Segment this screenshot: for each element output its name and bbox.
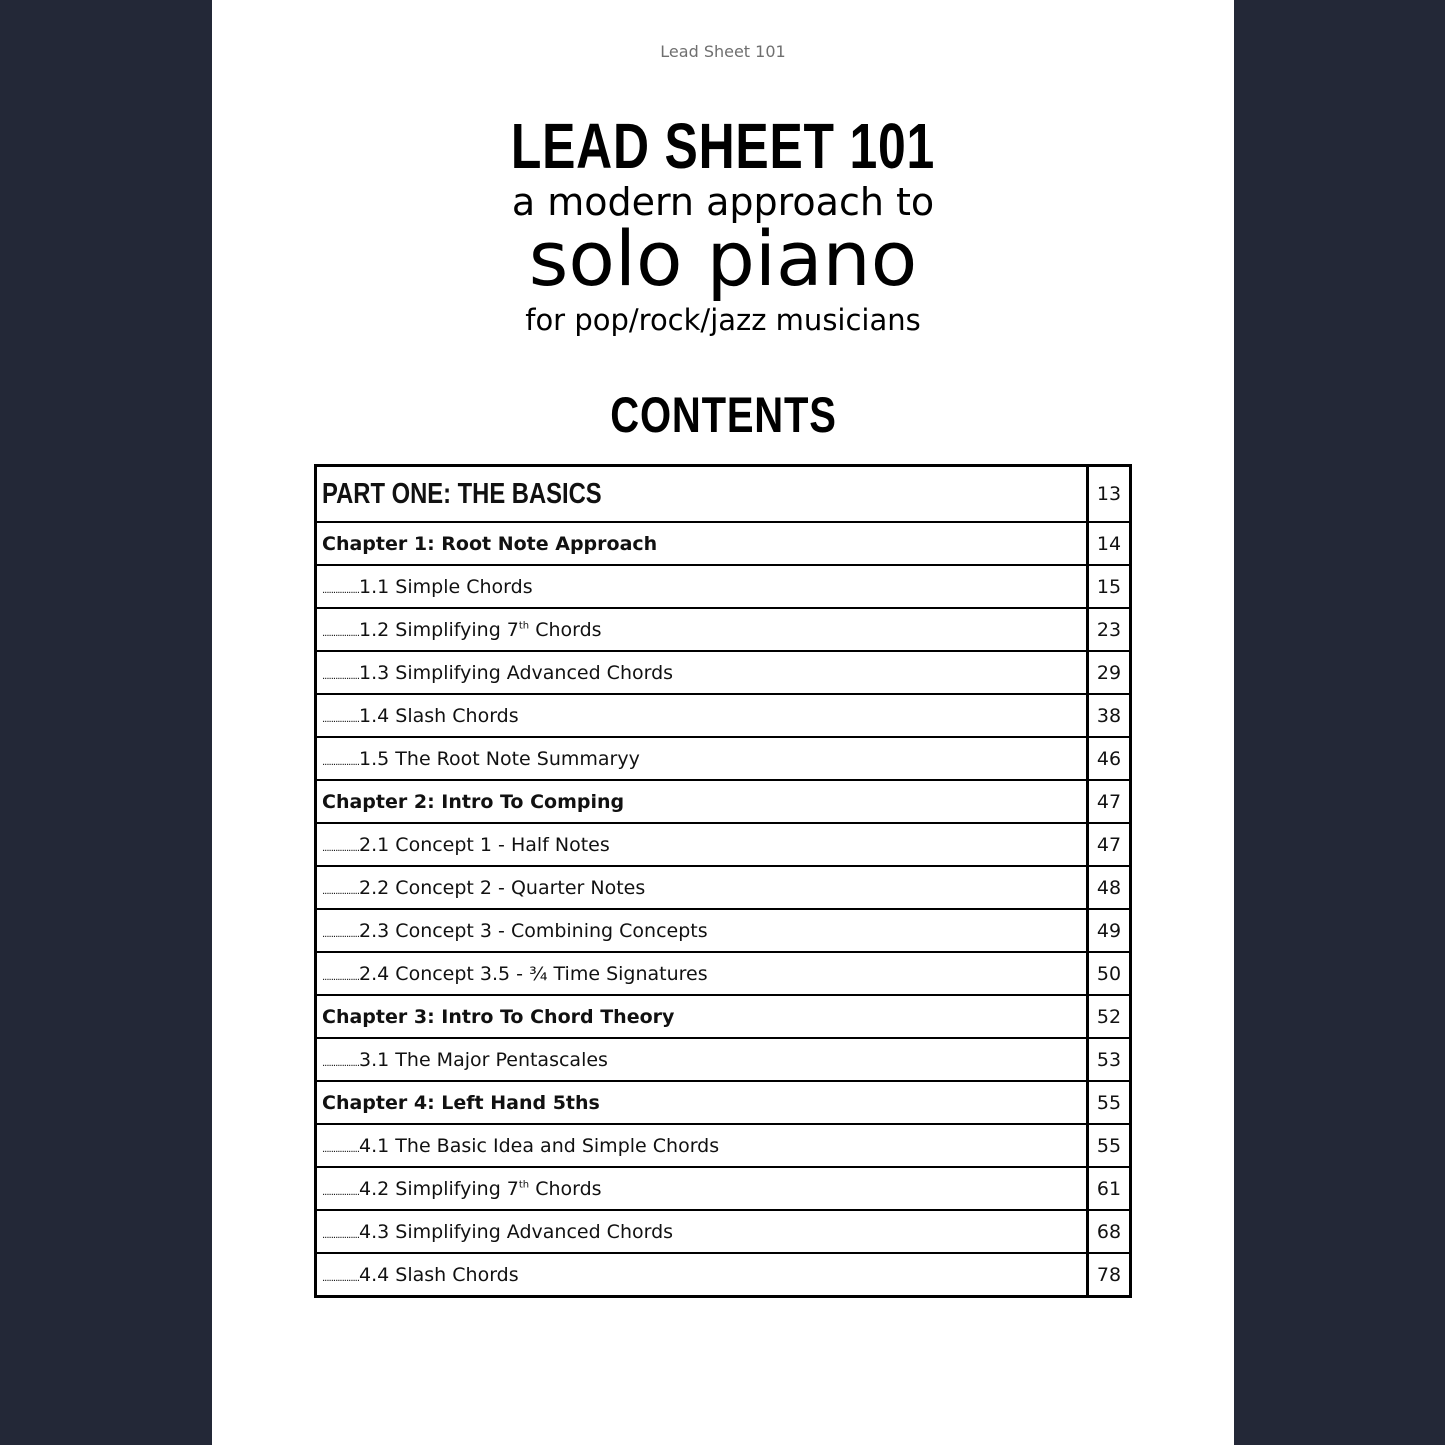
toc-entry-text-tail: Chords — [529, 1177, 602, 1200]
toc-page-number: 68 — [1088, 1210, 1131, 1253]
toc-row-section — [316, 866, 1131, 909]
toc-entry-label — [316, 651, 1088, 694]
toc-entry-text: PART ONE: THE BASICS — [322, 477, 602, 510]
toc-entry-label — [316, 522, 1088, 565]
toc-row-section — [316, 1167, 1131, 1210]
toc-entry-label — [316, 1124, 1088, 1167]
toc-page-number: 52 — [1088, 995, 1131, 1038]
toc-row-section — [316, 1124, 1131, 1167]
toc-page-number: 50 — [1088, 952, 1131, 995]
dot-leader: ................. — [322, 627, 360, 639]
toc-row-section — [316, 952, 1131, 995]
toc-entry-label — [316, 1253, 1088, 1297]
toc-entry-text: 4.1 The Basic Idea and Simple Chords — [359, 1134, 720, 1157]
toc-page-number: 15 — [1088, 565, 1131, 608]
toc-entry-label — [316, 1167, 1088, 1210]
toc-entry-text: Chapter 3: Intro To Chord Theory — [322, 1005, 675, 1028]
toc-row-section — [316, 694, 1131, 737]
dot-leader: ................. — [322, 584, 360, 596]
toc-page-number: 53 — [1088, 1038, 1131, 1081]
toc-page-number: 46 — [1088, 737, 1131, 780]
toc-entry-text: 3.1 The Major Pentascales — [359, 1048, 608, 1071]
dot-leader: ................. — [322, 1272, 360, 1284]
dot-leader: ................. — [322, 885, 360, 897]
toc-row-section — [316, 737, 1131, 780]
toc-entry-label — [316, 1081, 1088, 1124]
toc-entry-label — [316, 565, 1088, 608]
toc-entry-label — [316, 995, 1088, 1038]
dot-leader: ................. — [322, 971, 360, 983]
subtitle-line-2: solo piano — [528, 214, 918, 303]
dot-leader: ................. — [322, 713, 360, 725]
toc-page-number: 49 — [1088, 909, 1131, 952]
toc-entry-text: 1.3 Simplifying Advanced Chords — [359, 661, 674, 684]
toc-page-number: 55 — [1088, 1081, 1131, 1124]
toc-entry-label — [316, 952, 1088, 995]
contents-heading-text: CONTENTS — [609, 387, 837, 443]
book-title-line — [212, 108, 1234, 184]
superscript: th — [518, 1179, 530, 1191]
toc-row-part — [316, 466, 1131, 523]
subtitle-line-3: for pop/rock/jazz musicians — [525, 303, 921, 337]
toc-entry-text: 1.4 Slash Chords — [359, 704, 519, 727]
toc-row-section — [316, 823, 1131, 866]
toc-entry-text: 1.5 The Root Note Summaryy — [359, 747, 640, 770]
toc-body — [316, 466, 1131, 1297]
running-header: Lead Sheet 101 — [660, 42, 786, 61]
toc-entry-label — [316, 737, 1088, 780]
toc-page-number: 23 — [1088, 608, 1131, 651]
table-of-contents — [314, 464, 1132, 1298]
toc-page-number: 61 — [1088, 1167, 1131, 1210]
toc-page-number: 38 — [1088, 694, 1131, 737]
toc-row-section — [316, 909, 1131, 952]
title-block — [212, 108, 1234, 340]
dot-leader: ................. — [322, 928, 360, 940]
dot-leader: ................. — [322, 1229, 360, 1241]
toc-entry-label — [316, 780, 1088, 823]
subtitle-line-1: a modern approach to — [511, 180, 935, 224]
dot-leader: ................. — [322, 1186, 360, 1198]
toc-row-section — [316, 565, 1131, 608]
toc-entry-text: 2.4 Concept 3.5 - ¾ Time Signatures — [359, 962, 708, 985]
toc-page-number: 78 — [1088, 1253, 1131, 1297]
toc-row-section — [316, 1038, 1131, 1081]
toc-entry-text: 4.3 Simplifying Advanced Chords — [359, 1220, 674, 1243]
toc-row-section — [316, 651, 1131, 694]
toc-entry-text: Chapter 4: Left Hand 5ths — [322, 1091, 600, 1114]
toc-row-section — [316, 1253, 1131, 1297]
dot-leader: ................. — [322, 1143, 360, 1155]
dot-leader: ................. — [322, 756, 360, 768]
toc-entry-text: Chapter 1: Root Note Approach — [322, 532, 658, 555]
toc-entry-label — [316, 823, 1088, 866]
toc-entry-text: 2.1 Concept 1 - Half Notes — [359, 833, 610, 856]
toc-row-chapter — [316, 780, 1131, 823]
dot-leader: ................. — [322, 670, 360, 682]
toc-page-number: 55 — [1088, 1124, 1131, 1167]
document-page — [212, 0, 1234, 1445]
toc-entry-text-tail: Chords — [529, 618, 602, 641]
toc-entry-label — [316, 694, 1088, 737]
toc-entry-text: 2.3 Concept 3 - Combining Concepts — [359, 919, 708, 942]
toc-entry-text: 2.2 Concept 2 - Quarter Notes — [359, 876, 646, 899]
dot-leader: ................. — [322, 1057, 360, 1069]
toc-entry-label — [316, 866, 1088, 909]
toc-row-chapter — [316, 1081, 1131, 1124]
toc-page-number: 29 — [1088, 651, 1131, 694]
toc-row-chapter — [316, 995, 1131, 1038]
toc-entry-text: 4.2 Simplifying 7 — [359, 1177, 519, 1200]
toc-entry-label — [316, 909, 1088, 952]
toc-entry-label — [316, 608, 1088, 651]
contents-heading — [212, 385, 1234, 445]
toc-row-section — [316, 1210, 1131, 1253]
toc-entry-label — [316, 466, 1088, 523]
toc-entry-label — [316, 1210, 1088, 1253]
toc-row-section — [316, 608, 1131, 651]
toc-page-number: 48 — [1088, 866, 1131, 909]
toc-entry-text: Chapter 2: Intro To Comping — [322, 790, 625, 813]
dot-leader: ................. — [322, 842, 360, 854]
superscript: th — [518, 620, 530, 632]
toc-entry-label — [316, 1038, 1088, 1081]
toc-page-number: 14 — [1088, 522, 1131, 565]
toc-page-number: 13 — [1088, 466, 1131, 523]
toc-page-number: 47 — [1088, 780, 1131, 823]
toc-entry-text: 1.2 Simplifying 7 — [359, 618, 519, 641]
toc-row-chapter — [316, 522, 1131, 565]
toc-entry-text: 4.4 Slash Chords — [359, 1263, 519, 1286]
toc-page-number: 47 — [1088, 823, 1131, 866]
book-title: LEAD SHEET 101 — [510, 110, 936, 182]
toc-entry-text: 1.1 Simple Chords — [359, 575, 533, 598]
